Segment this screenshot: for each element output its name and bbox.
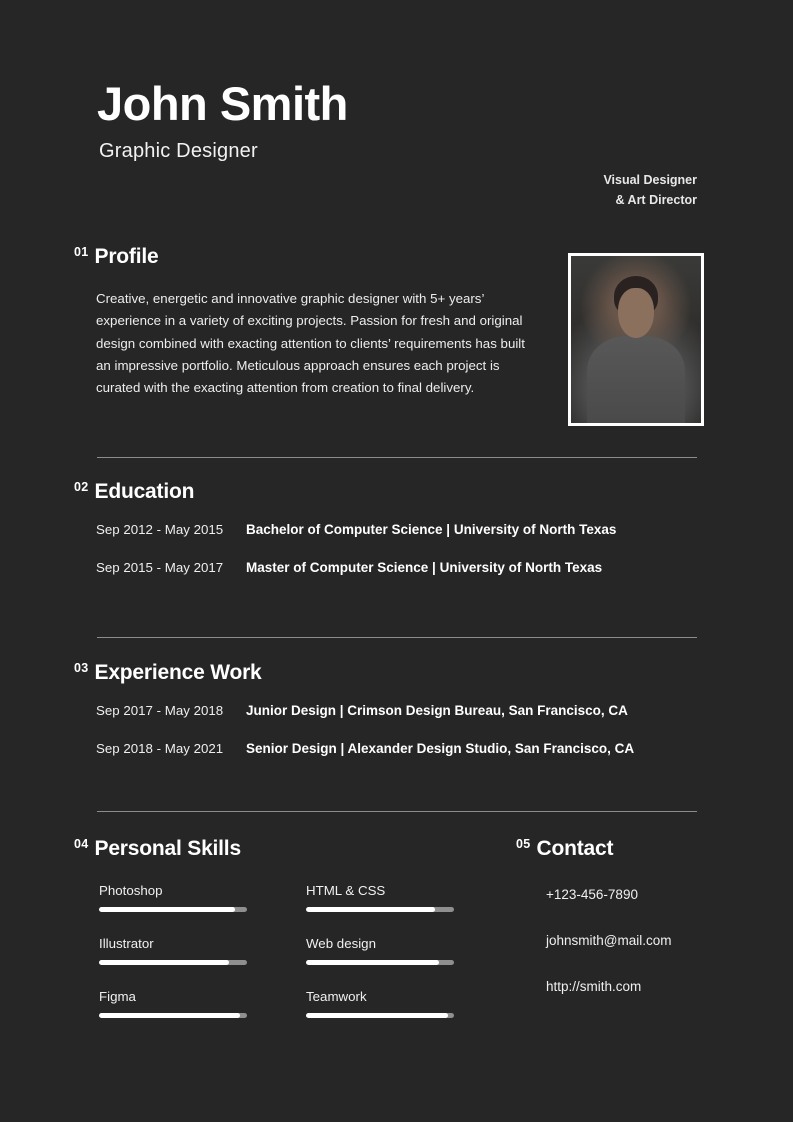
tagline-line-2: & Art Director	[615, 193, 697, 207]
skill-bar-fill	[306, 960, 439, 965]
entry-date: Sep 2018 - May 2021	[96, 741, 224, 756]
experience-entries	[74, 703, 634, 756]
divider-2	[97, 637, 697, 638]
entry-description: Bachelor of Computer Science | University of North Texas	[246, 522, 617, 537]
skill-label: Illustrator	[99, 936, 154, 951]
list-item	[99, 883, 274, 912]
contact-list	[546, 887, 672, 994]
list-item	[306, 989, 481, 1018]
profile-number: 01	[74, 245, 89, 259]
list-item	[74, 703, 634, 718]
entry-description: Senior Design | Alexander Design Studio, San Francisco, CA	[246, 741, 635, 756]
skill-bar-track	[306, 960, 454, 965]
tagline-line-1: Visual Designer	[603, 173, 697, 187]
section-experience	[74, 661, 634, 779]
skill-bar-track	[306, 1013, 454, 1018]
skill-bar-track	[99, 907, 247, 912]
entry-date: Sep 2012 - May 2015	[96, 522, 224, 537]
divider-1	[97, 457, 697, 458]
section-skills	[74, 837, 481, 1042]
skill-bar-track	[99, 960, 247, 965]
portrait-body-shape	[587, 336, 686, 423]
skills-columns	[99, 883, 481, 1042]
contact-website[interactable]: http://smith.com	[546, 979, 642, 994]
skill-bar-fill	[99, 960, 229, 965]
skill-label: HTML & CSS	[306, 883, 386, 898]
profile-text: Creative, energetic and innovative graphic designer with 5+ years’ experience in a variety of exciting projects. Passion for fresh and original design combined with exacting attention to clients’ requirements has built an impressive portfolio. Meticulous approach ensures each project is curated with the exacting attention from creation to final delivery.	[96, 291, 525, 396]
skills-heading	[74, 837, 481, 861]
skill-bar-fill	[99, 1013, 240, 1018]
skills-column-left	[99, 883, 274, 1042]
contact-number: 05	[516, 837, 531, 851]
list-item	[306, 936, 481, 965]
resume-header	[97, 77, 697, 207]
list-item	[74, 522, 616, 537]
header-tagline	[477, 170, 697, 210]
avatar	[568, 253, 704, 426]
profile-heading	[74, 245, 533, 269]
skill-label: Figma	[99, 989, 136, 1004]
skill-label: Photoshop	[99, 883, 163, 898]
section-contact	[516, 837, 672, 1025]
skill-bar-fill	[306, 907, 435, 912]
education-entries	[74, 522, 616, 575]
skills-title: Personal Skills	[94, 837, 241, 860]
portrait-face-shape	[618, 288, 654, 338]
education-number: 02	[74, 480, 89, 494]
skills-column-right	[306, 883, 481, 1042]
contact-title: Contact	[536, 837, 614, 860]
section-education	[74, 480, 616, 598]
skill-bar-fill	[99, 907, 235, 912]
skill-label: Teamwork	[306, 989, 367, 1004]
full-name: John Smith	[97, 77, 348, 130]
list-item	[74, 560, 616, 575]
experience-number: 03	[74, 661, 89, 675]
skill-bar-fill	[306, 1013, 448, 1018]
contact-heading	[516, 837, 672, 861]
entry-date: Sep 2017 - May 2018	[96, 703, 224, 718]
experience-title: Experience Work	[94, 661, 262, 684]
section-profile	[74, 245, 533, 400]
entry-date: Sep 2015 - May 2017	[96, 560, 224, 575]
skill-label: Web design	[306, 936, 376, 951]
skills-number: 04	[74, 837, 89, 851]
profile-title: Profile	[94, 245, 159, 268]
list-item	[74, 741, 634, 756]
contact-phone[interactable]: +123-456-7890	[546, 887, 638, 902]
education-heading	[74, 480, 616, 504]
portrait-image	[571, 256, 701, 423]
skill-bar-track	[306, 907, 454, 912]
entry-description: Junior Design | Crimson Design Bureau, San Francisco, CA	[246, 703, 628, 718]
list-item	[306, 883, 481, 912]
skill-bar-track	[99, 1013, 247, 1018]
list-item	[99, 936, 274, 965]
divider-3	[97, 811, 697, 812]
contact-email[interactable]: johnsmith@mail.com	[546, 933, 672, 948]
experience-heading	[74, 661, 634, 685]
job-title: Graphic Designer	[99, 139, 258, 162]
entry-description: Master of Computer Science | University of North Texas	[246, 560, 603, 575]
list-item	[99, 989, 274, 1018]
education-title: Education	[94, 480, 195, 503]
